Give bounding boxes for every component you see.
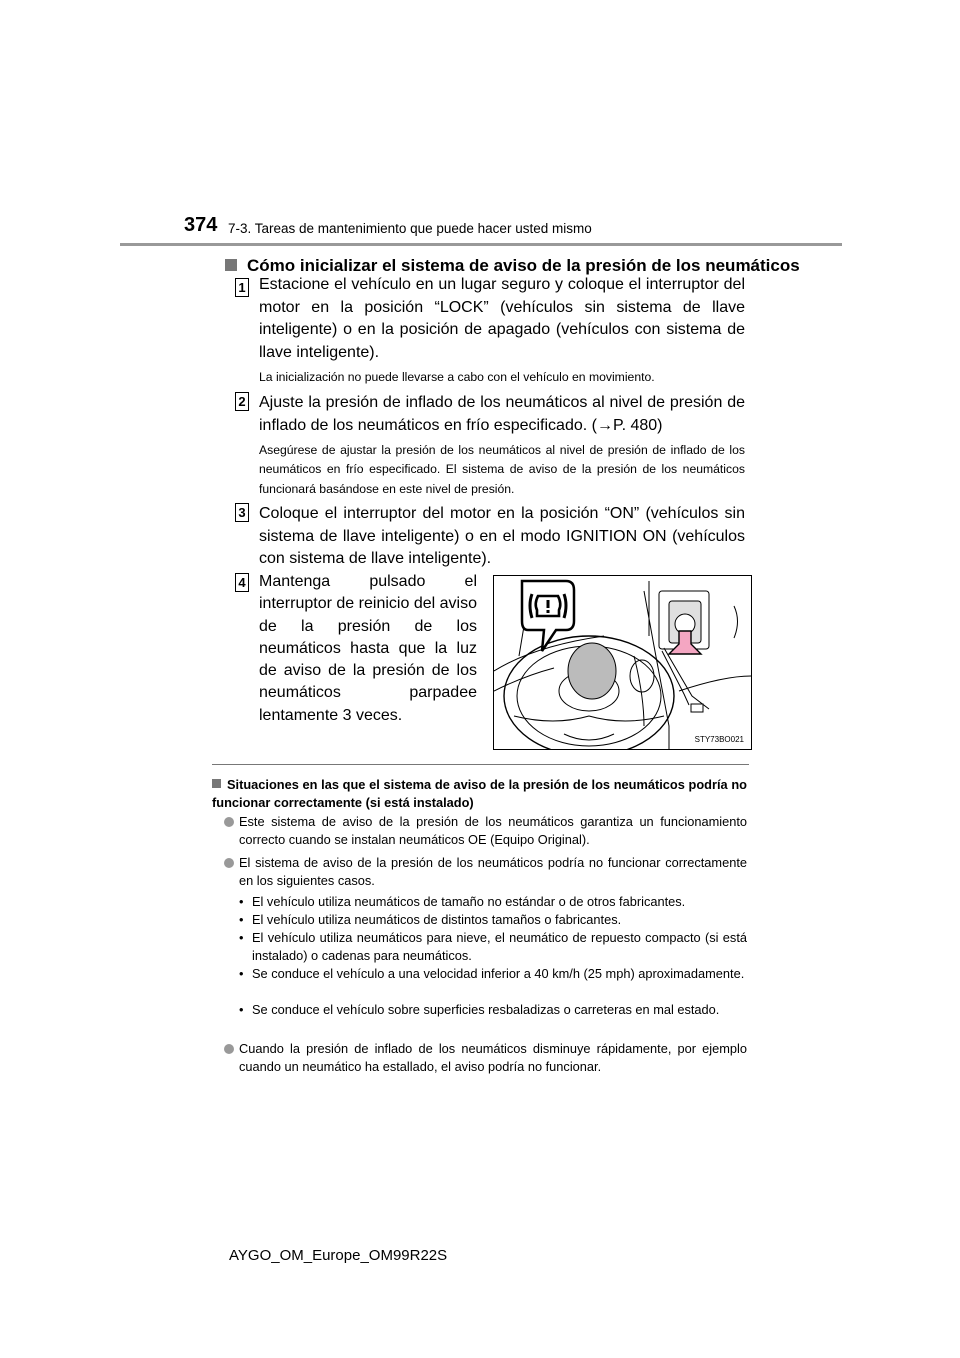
step-number-1: 1 — [235, 278, 249, 297]
page-number: 374 — [184, 214, 218, 236]
dashboard-figure — [493, 575, 752, 750]
section-square-icon — [225, 259, 237, 271]
step-4-text: Mantenga pulsado el interruptor de reinicio del aviso de la presión de los neumáticos hasta que la luz de aviso de la presión de los neumáticos parpadee lentamente 3 veces. — [259, 573, 477, 724]
step-1-text: Estacione el vehículo en un lugar seguro y coloque el interruptor del motor en la posición “LOCK” (vehículos sin sistema de llave inteligente) o en la posición de apagado (vehículos con sistema de llave inteligente). — [259, 276, 745, 361]
bullet-circle-icon — [224, 858, 234, 868]
info-bullet-2 — [239, 854, 747, 889]
info-bullet-3-text: Cuando la presión de inflado de los neumáticos disminuye rápidamente, por ejemplo cuando un neumático ha estallado, el aviso podría no funcionar. — [239, 1041, 747, 1074]
step-2-note: Asegúrese de ajustar la presión de los neumáticos al nivel de presión de inflado de los neumáticos en frío especificado. El sistema de aviso de la presión de los neumáticos funcionará basándose en este nivel de presión. — [259, 443, 745, 496]
section-title-text: Cómo inicializar el sistema de aviso de la presión de los neumáticos — [247, 256, 800, 275]
step-number-2: 2 — [235, 392, 249, 411]
case-item-3: • El vehículo utiliza neumáticos para nieve, el neumático de repuesto compacto (si está instalado) o cadenas para neumáticos. — [239, 930, 747, 963]
info-bullet-1-text: Este sistema de aviso de la presión de los neumáticos garantiza un funcionamiento correcto cuando se instalan neumáticos OE (Equipo Original). — [239, 814, 747, 847]
footer-doc-id: AYGO_OM_Europe_OM99R22S — [229, 1247, 448, 1264]
case-item-text: El vehículo utiliza neumáticos de distintos tamaños o fabricantes. — [252, 912, 622, 927]
section-title — [225, 256, 800, 276]
bullet-circle-icon — [224, 1044, 234, 1054]
step-3-text: Coloque el interruptor del motor en la posición “ON” (vehículos sin sistema de llave inteligente) o en el modo IGNITION ON (vehículos con sistema de llave inteligente). — [259, 505, 745, 567]
case-item-text: El vehículo utiliza neumáticos de tamaño no estándar o de otros fabricantes. — [252, 894, 686, 909]
info-bullet-3 — [239, 1040, 747, 1075]
info-title — [212, 776, 747, 811]
case-item-4: • Se conduce el vehículo a una velocidad inferior a 40 km/h (25 mph) aproximadamente. — [239, 965, 747, 983]
info-title-text: Situaciones en las que el sistema de aviso de la presión de los neumáticos podría no funcionar correctamente (si está instalado) — [212, 777, 747, 810]
case-item-1: • El vehículo utiliza neumáticos de tamaño no estándar o de otros fabricantes. — [239, 893, 747, 911]
step-1-note: La inicialización no puede llevarse a cabo con el vehículo en movimiento. — [259, 370, 655, 384]
bullet-circle-icon — [224, 817, 234, 827]
info-bullet-1 — [239, 813, 747, 848]
case-item-text: Se conduce el vehículo a una velocidad inferior a 40 km/h (25 mph) aproximadamente. — [252, 966, 745, 981]
info-bullet-2-text: El sistema de aviso de la presión de los neumáticos podría no funcionar correctamente en los siguientes casos. — [239, 855, 747, 888]
info-square-icon — [212, 779, 221, 788]
case-item-text: El vehículo utiliza neumáticos para nieve, el neumático de repuesto compacto (si está instalado) o cadenas para neumáticos. — [252, 930, 747, 963]
chapter-title: 7-3. Tareas de mantenimiento que puede hacer usted mismo — [228, 221, 592, 236]
header-rule — [120, 243, 842, 246]
step-number-3: 3 — [235, 503, 249, 522]
step-2-text: Ajuste la presión de inflado de los neumáticos al nivel de presión de inflado de los neumáticos en frío especificado. (→P. 480) — [259, 394, 745, 434]
case-item-2: • El vehículo utiliza neumáticos de distintos tamaños o fabricantes. — [239, 911, 747, 929]
dashboard-illustration — [494, 576, 751, 749]
info-rule — [212, 764, 749, 765]
figure-code: STY73BO021 — [694, 735, 744, 744]
step-number-4: 4 — [235, 573, 249, 592]
case-item-5: • Se conduce el vehículo sobre superficies resbaladizas o carreteras en mal estado. — [239, 1001, 747, 1019]
case-item-text: Se conduce el vehículo sobre superficies resbaladizas o carreteras en mal estado. — [252, 1002, 720, 1017]
